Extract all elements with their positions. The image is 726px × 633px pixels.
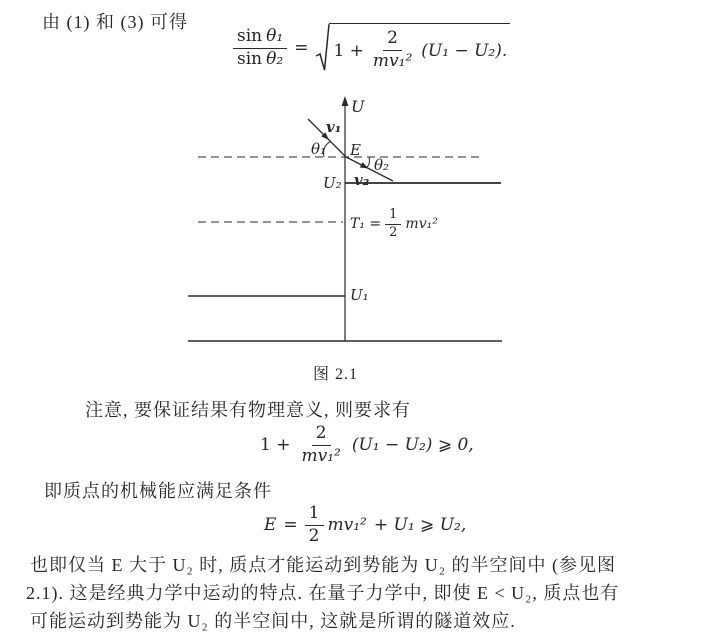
potential-difference-term: (U₁ − U₂). bbox=[421, 40, 508, 61]
one-plus-term: 1 + bbox=[333, 40, 364, 61]
note-paragraph: 注意, 要保证结果有物理意义, 则要求有 bbox=[85, 400, 411, 420]
theta2-variable: θ₂ bbox=[266, 48, 284, 69]
condition-formula bbox=[260, 424, 474, 466]
t1-frac-den: 2 bbox=[389, 224, 398, 240]
one-plus-term: 1 + bbox=[260, 435, 291, 456]
v2-label: v₂ bbox=[354, 171, 370, 189]
sin-function: sin bbox=[237, 25, 263, 46]
figure-2-1 bbox=[185, 95, 511, 351]
energy-formula bbox=[264, 504, 466, 546]
radical-sign-icon bbox=[315, 23, 330, 73]
equals-sign: = bbox=[294, 38, 309, 58]
inequality-tail: + U₁ ⩾ U₂, bbox=[373, 515, 467, 536]
mech-energy-paragraph: 即质点的机械能应满足条件 bbox=[44, 481, 272, 501]
figure-caption: 图 2.1 bbox=[313, 366, 359, 383]
final-line-2: 2.1). 这是经典力学中运动的特点. 在量子力学中, 即使 E < U₂, 质点也有 bbox=[26, 583, 620, 603]
equals-sign: = bbox=[283, 515, 298, 536]
kinetic-term: mv₁² bbox=[327, 515, 367, 536]
u-axis-label: U bbox=[351, 97, 365, 116]
numerator: 1 bbox=[308, 503, 320, 523]
denominator: mv₁² bbox=[301, 445, 341, 466]
potential-step-diagram bbox=[185, 95, 511, 351]
denominator: mv₁² bbox=[372, 51, 413, 71]
point-E-label: E bbox=[350, 141, 361, 159]
numerator: 2 bbox=[315, 423, 327, 443]
theta2-angle-arc bbox=[367, 157, 370, 167]
radicand bbox=[329, 23, 510, 73]
final-line-1: 也即仅当 E 大于 U₂ 时, 质点才能运动到势能为 U₂ 的半空间中 (参见图 bbox=[30, 555, 617, 575]
final-line-3: 可能运动到势能为 U₂ 的半空间中, 这就是所谓的隧道效应. bbox=[30, 611, 516, 631]
coefficient-fraction bbox=[369, 29, 416, 71]
numerator: 2 bbox=[387, 28, 398, 49]
E-variable: E bbox=[264, 515, 277, 536]
intro-paragraph: 由 (1) 和 (3) 可得 bbox=[42, 12, 188, 32]
coefficient-fraction bbox=[297, 424, 344, 466]
t1-frac-num: 1 bbox=[389, 207, 398, 222]
theta2-label: θ₂ bbox=[374, 156, 390, 174]
sin-function: sin bbox=[237, 48, 263, 69]
snell-lhs-fraction bbox=[233, 27, 287, 69]
sqrt-radical bbox=[315, 23, 510, 73]
u2-label: U₂ bbox=[323, 174, 342, 192]
inequality-term: (U₁ − U₂) ⩾ 0, bbox=[351, 435, 474, 456]
axis-arrowhead-icon bbox=[342, 96, 349, 106]
v1-label: v₁ bbox=[326, 118, 342, 136]
u1-label: U₁ bbox=[350, 286, 369, 304]
snell-formula bbox=[233, 23, 510, 73]
theta1-label: θ₁ bbox=[311, 140, 327, 158]
theta1-variable: θ₁ bbox=[266, 25, 284, 46]
half-fraction bbox=[305, 504, 324, 546]
t1-rhs: mv₁² bbox=[405, 216, 438, 233]
t1-formula-label bbox=[350, 208, 438, 241]
t1-fraction bbox=[385, 208, 401, 241]
t1-lhs: T₁ = bbox=[350, 216, 382, 233]
denominator: 2 bbox=[308, 525, 320, 546]
